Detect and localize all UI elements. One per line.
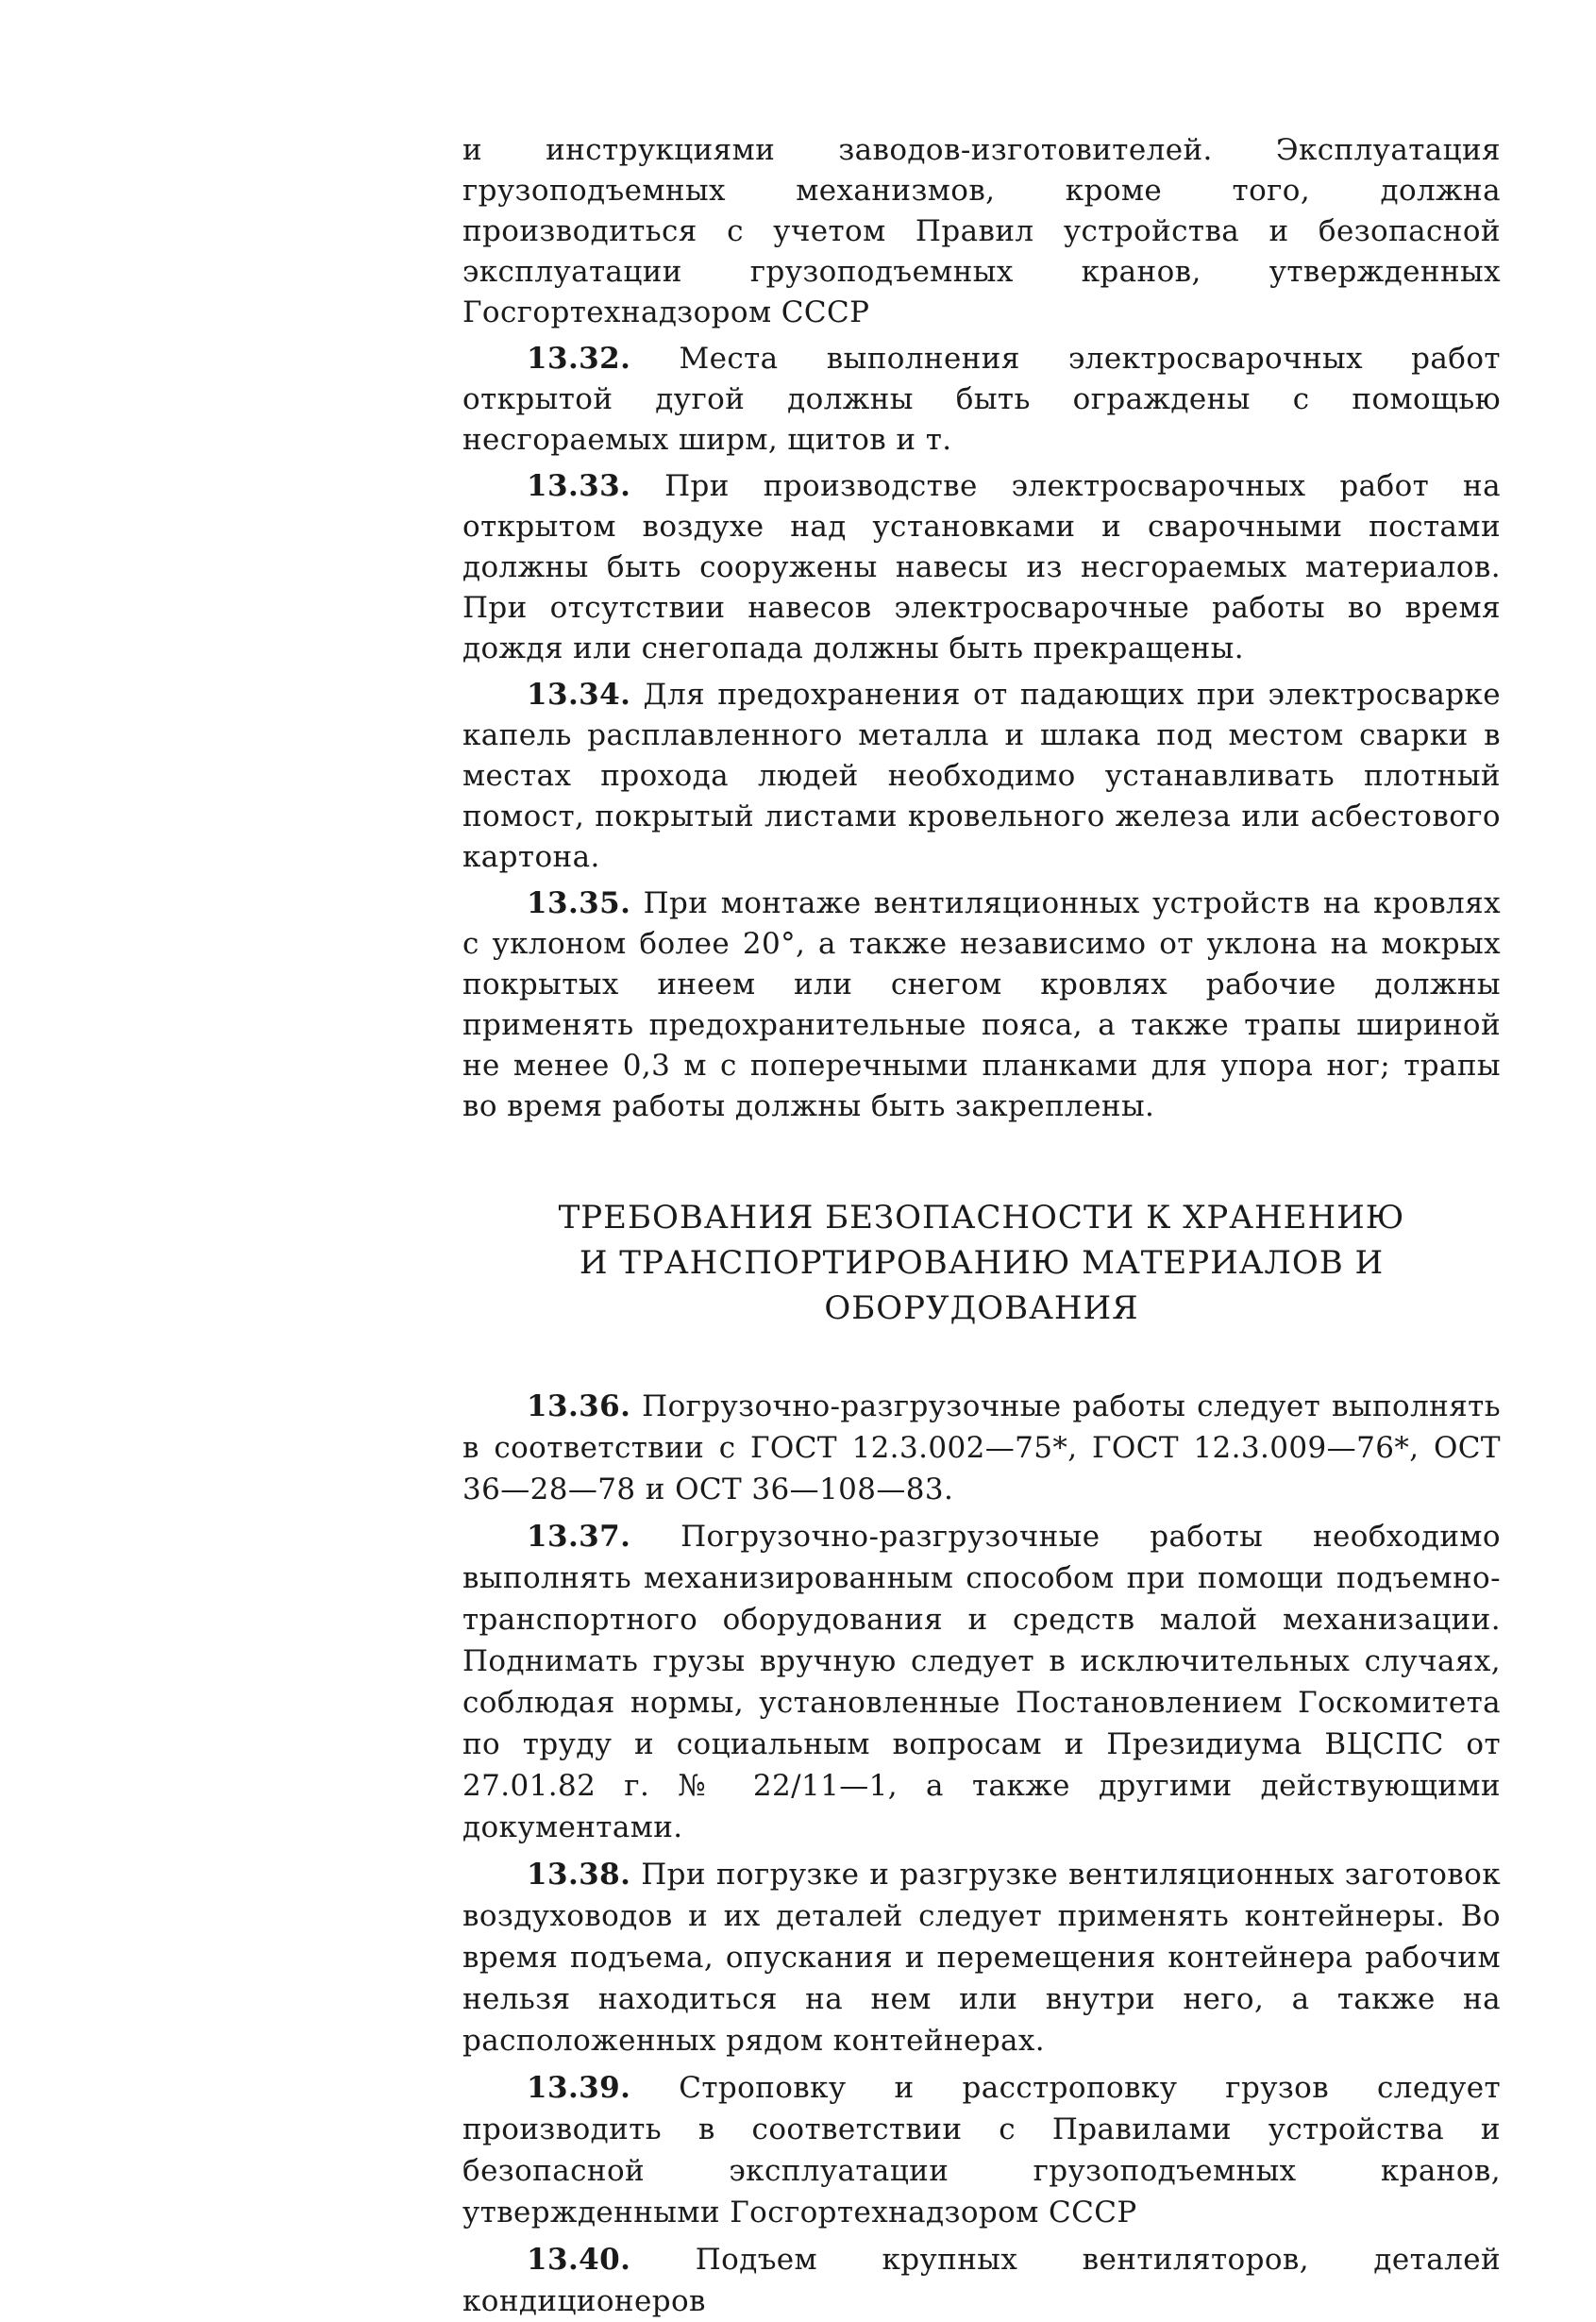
paragraph-number: 13.40. <box>527 2243 631 2277</box>
paragraph-number: 13.34. <box>527 678 631 712</box>
page-content <box>462 130 1501 2322</box>
paragraph-text: Погрузочно-разгрузочные работы необходимо выполнять механизированным способом при помощи подъемно-транспортного оборудования и средств малой механизации. Поднимать грузы вручную следует в исключительных случаях, соблюдая нормы, установленные Постановлением Госкомитета по труду и социальным вопросам и Президиума ВЦСПС от 27.01.82 г. № 22/11—1, а также другими действующими документами. <box>462 1520 1501 1844</box>
paragraph-13-32 <box>462 339 1501 461</box>
paragraph-13-40 <box>462 2239 1501 2322</box>
paragraph-number: 13.39. <box>527 2071 631 2105</box>
paragraph-13-36 <box>462 1386 1501 1510</box>
paragraph-text: При производстве электросварочных работ на открытом воздухе над установками и сварочными постами должны быть сооружены навесы из несгораемых материалов. При отсутствии навесов электросварочные работы во время дождя или снегопада должны быть прекращены. <box>462 469 1501 665</box>
paragraph-number: 13.32. <box>527 342 631 376</box>
paragraph-number: 13.38. <box>527 1858 631 1892</box>
paragraph-number: 13.33. <box>527 469 631 503</box>
paragraph-13-35 <box>462 883 1501 1127</box>
section-heading <box>462 1195 1501 1331</box>
paragraph-text: Подъем крупных вентиляторов, деталей кондиционеров <box>462 2243 1501 2318</box>
paragraph-number: 13.36. <box>527 1389 631 1423</box>
paragraph-13-38 <box>462 1854 1501 2061</box>
intro-paragraph: и инструкциями заводов-изготовителей. Эксплуатация грузоподъемных механизмов, кроме того, должна производиться с учетом Правил устройства и безопасной эксплуатации грузоподъемных кранов, утвержденных Госгортехнадзором СССР <box>462 133 1501 329</box>
section-body <box>462 1386 1501 2322</box>
paragraph-13-34 <box>462 675 1501 878</box>
paragraph-13-37 <box>462 1516 1501 1848</box>
paragraph-13-33 <box>462 466 1501 669</box>
paragraph-text: Погрузочно-разгрузочные работы следует выполнять в соответствии с ГОСТ 12.3.002—75*, ГОСТ 12.3.009—76*, ОСТ 36—28—78 и ОСТ 36—108—83. <box>462 1389 1502 1506</box>
paragraph-text: При монтаже вентиляционных устройств на кровлях с уклоном более 20°, а также независимо от уклона на мокрых покрытых инеем или снегом кровлях рабочие должны применять предохранительные пояса, а также трапы шириной не менее 0,3 м с поперечными планками для упора ног; трапы во время работы должны быть закреплены. <box>462 886 1501 1123</box>
paragraph-number: 13.35. <box>527 886 631 920</box>
paragraph-13-39 <box>462 2067 1501 2233</box>
section-heading-line-2: И ТРАНСПОРТИРОВАНИЮ МАТЕРИАЛОВ И ОБОРУДОВАНИЯ <box>579 1244 1385 1327</box>
paragraph-number: 13.37. <box>527 1520 631 1554</box>
paragraph-text: Для предохранения от падающих при электросварке капель расплавленного металла и шлака под местом сварки в местах прохода людей необходимо устанавливать плотный помост, покрытый листами кровельного железа или асбестового картона. <box>462 678 1501 874</box>
paragraph-text: При погрузке и разгрузке вентиляционных заготовок воздуховодов и их деталей следует применять контейнеры. Во время подъема, опускания и перемещения контейнера рабочим нельзя находиться на нем или внутри него, а также на расположенных рядом контейнерах. <box>462 1858 1501 2058</box>
paragraph-text: Места выполнения электросварочных работ открытой дугой должны быть ограждены с помощью несгораемых ширм, щитов и т. <box>462 342 1501 457</box>
paragraph-text: Строповку и расстроповку грузов следует производить в соответствии с Правилами устройства и безопасной эксплуатации грузоподъемных кранов, утвержденными Госгортехнадзором СССР <box>462 2071 1501 2229</box>
section-heading-line-1: ТРЕБОВАНИЯ БЕЗОПАСНОСТИ К ХРАНЕНИЮ <box>558 1199 1405 1237</box>
